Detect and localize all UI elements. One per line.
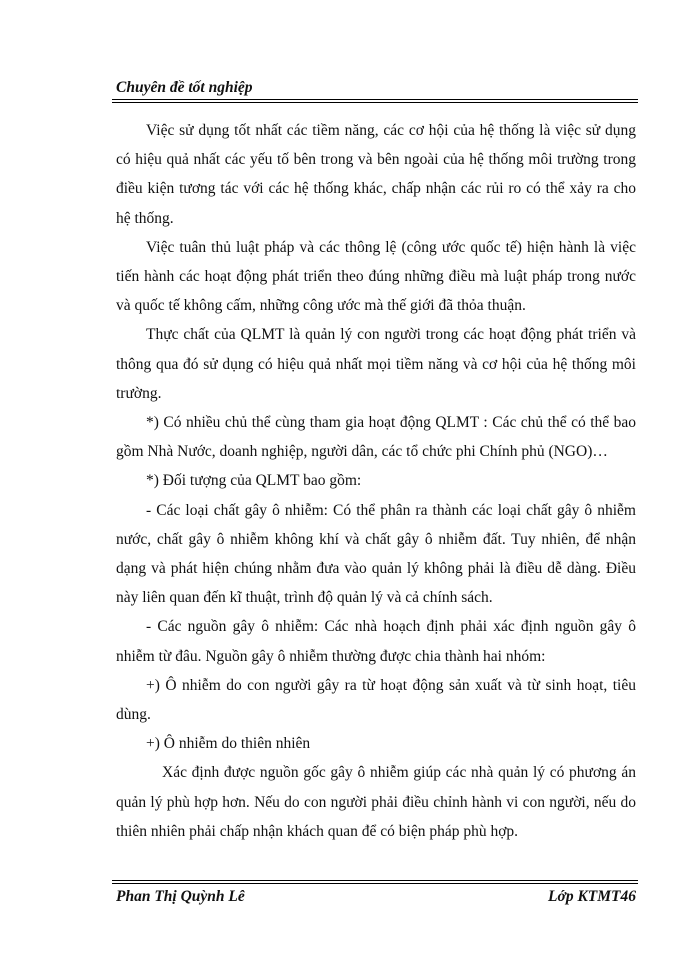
paragraph-2: Việc tuân thủ luật pháp và các thông lệ (công ước quốc tế) hiện hành là việc tiến hành các hoạt động phát triển theo đúng những điều mà luật pháp trong nước và quốc tế không cấm, những công ước mà thế giới đã thỏa thuận. [116, 238, 636, 315]
footer-divider-secondary [112, 883, 638, 884]
paragraph-8: +) Ô nhiễm do con người gây ra từ hoạt động sản xuất và từ sinh hoạt, tiêu dùng. [116, 676, 636, 724]
footer-divider [112, 880, 638, 881]
paragraph-9: +) Ô nhiễm do thiên nhiên [146, 735, 311, 753]
page-header-title: Chuyên đề tốt nghiệp [116, 79, 253, 96]
header-divider-secondary [112, 102, 638, 103]
footer-author: Phan Thị Quỳnh Lê [116, 888, 245, 905]
document-body [116, 116, 636, 846]
paragraph-6: - Các loại chất gây ô nhiễm: Có thể phân ra thành các loại chất gây ô nhiễm nước, chất gây ô nhiễm không khí và chất gây ô nhiễm đất. Tuy nhiên, để nhận dạng và phát hiện chúng nhằm đưa vào quản lý không phải là điều dễ dàng. Điều này liên quan đến kĩ thuật, trình độ quản lý và cả chính sách. [116, 501, 636, 607]
paragraph-7: - Các nguồn gây ô nhiễm: Các nhà hoạch định phải xác định nguồn gây ô nhiễm từ đâu. Nguồn gây ô nhiễm thường được chia thành hai nhóm: [116, 618, 636, 665]
header-divider [112, 99, 638, 100]
paragraph-5: *) Đối tượng của QLMT bao gồm: [146, 472, 362, 490]
paragraph-10: Xác định được nguồn gốc gây ô nhiễm giúp các nhà quản lý có phương án quản lý phù hợp hơn. Nếu do con người phải điều chỉnh hành vi con người, nếu do thiên nhiên phải chấp nhận khách quan để có biện pháp phù hợp. [116, 764, 636, 840]
paragraph-4: *) Có nhiều chủ thể cùng tham gia hoạt động QLMT : Các chủ thể có thể bao gồm Nhà Nước, doanh nghiệp, người dân, các tổ chức phi Chính phủ (NGO)… [116, 414, 636, 461]
paragraph-1: Việc sử dụng tốt nhất các tiềm năng, các cơ hội của hệ thống là việc sử dụng có hiệu quả nhất các yếu tố bên trong và bên ngoài của hệ thống môi trường trong điều kiện tương tác với các hệ thống khác, chấp nhận các rủi ro có thể xảy ra cho hệ thống. [116, 122, 636, 227]
paragraph-3: Thực chất của QLMT là quản lý con người trong các hoạt động phát triển và thông qua đó sử dụng có hiệu quả nhất mọi tiềm năng và cơ hội của hệ thống môi trường. [116, 326, 636, 402]
footer-class: Lớp KTMT46 [548, 888, 636, 905]
